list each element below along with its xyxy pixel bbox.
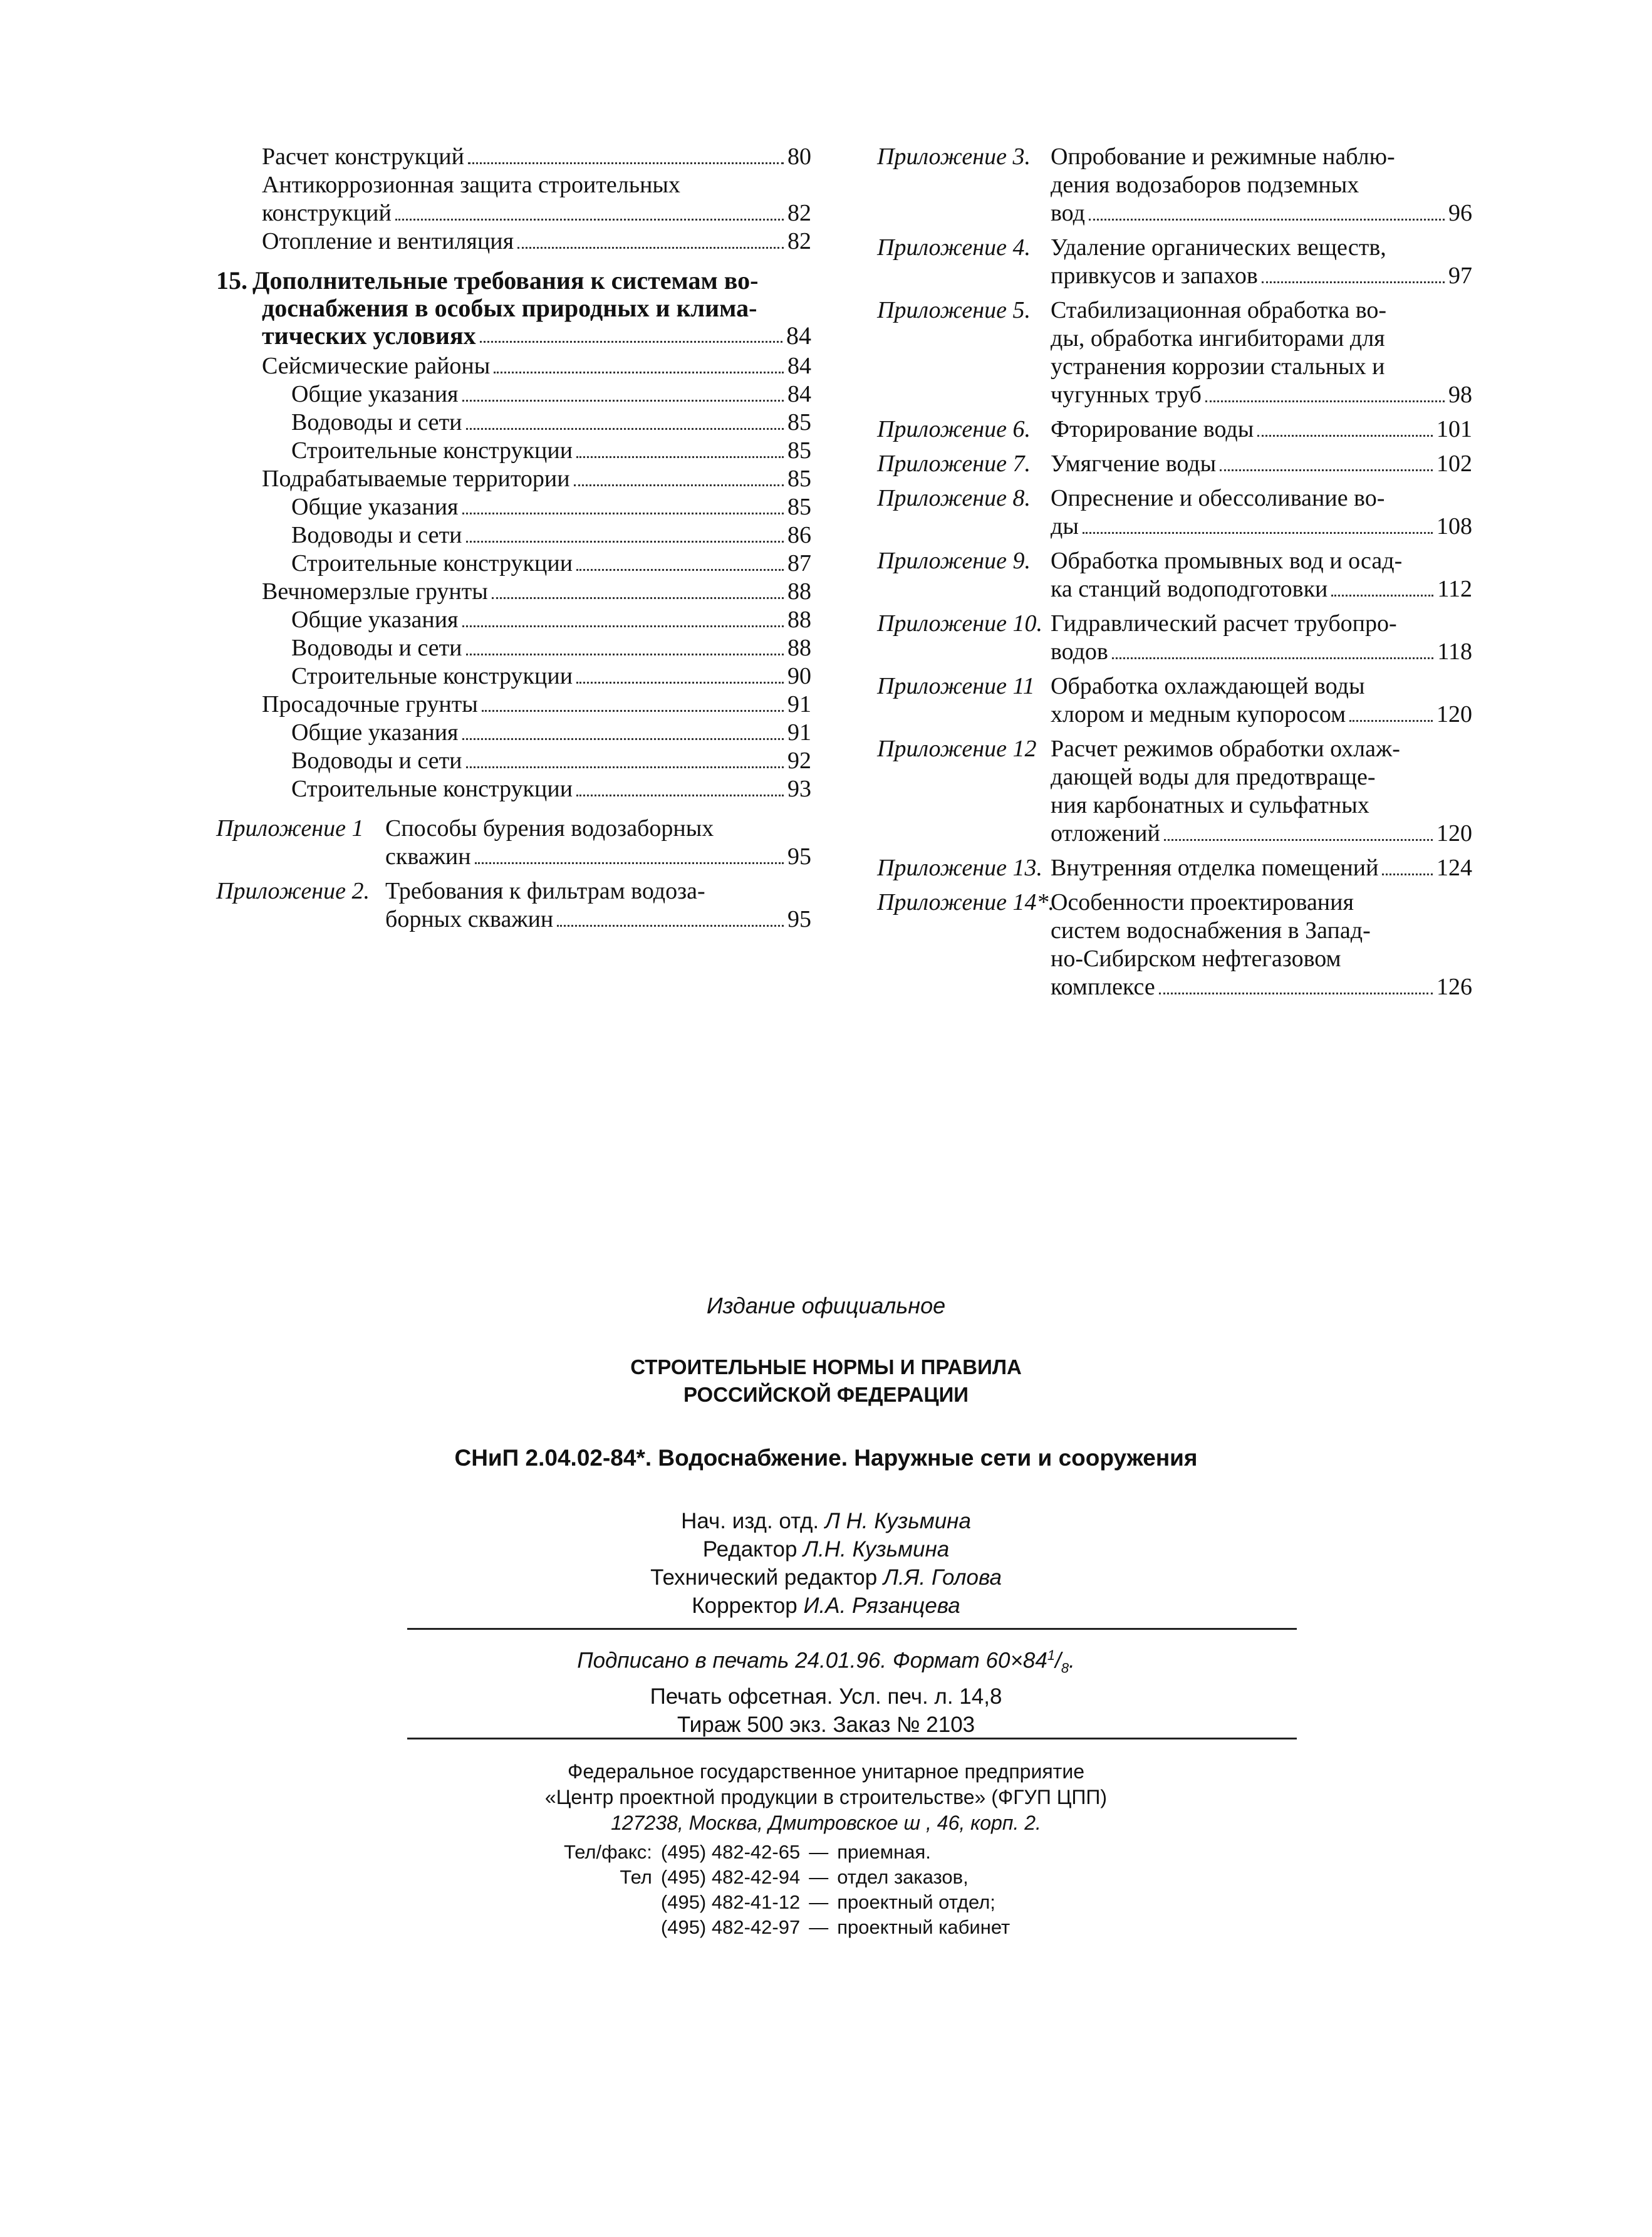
appendix-title-line: Способы бурения водозаборных (385, 815, 714, 842)
appendix-title-line: Обработка охлаждающей воды (1051, 673, 1365, 699)
toc-page-number: 84 (786, 321, 811, 350)
phone-label: Тел/факс: (564, 1841, 652, 1863)
toc-page-number: 92 (787, 748, 811, 774)
toc-page-number: 82 (787, 200, 811, 226)
phone-dash: — (809, 1891, 829, 1913)
toc-appendix-2[interactable] (216, 877, 811, 934)
appendix-label: Приложение 3. (877, 143, 1031, 170)
appendix-label: Приложение 13. (877, 855, 1042, 881)
phone-dash: — (809, 1866, 829, 1888)
section-title-line: Дополнительные требования к системам во- (252, 266, 759, 295)
toc-right-column (877, 143, 1472, 1001)
toc-leader-dots (1262, 281, 1445, 283)
appendix-label: Приложение 14*. (877, 889, 1054, 915)
print-info-line: Печать офсетная. Усл. печ. л. 14,8 (650, 1684, 1002, 1709)
appendix-label: Приложение 8. (877, 485, 1031, 511)
toc-page-number: 95 (787, 906, 811, 932)
section-15-entries (216, 352, 811, 803)
toc-appendix-14[interactable] (877, 889, 1472, 1001)
toc-page-number: 86 (787, 522, 811, 548)
print-info-line: Тираж 500 экз. Заказ № 2103 (677, 1712, 975, 1737)
toc-entry-title: Подрабатываемые территории (262, 466, 570, 492)
publisher-name: «Центр проектной продукции в строительстве» (ФГУП ЦПП) (544, 1786, 1108, 1808)
toc-page-number: 98 (1448, 382, 1472, 408)
toc-entry[interactable] (216, 550, 811, 578)
toc-entry-title: Общие указания (291, 381, 459, 407)
toc-entry-title: Строительные конструкции (291, 550, 573, 576)
toc-appendix-4[interactable] (877, 234, 1472, 290)
toc-appendix-13[interactable] (877, 854, 1472, 882)
toc-leader-dots (395, 219, 784, 221)
toc-leader-dots (480, 341, 782, 343)
appendix-label: Приложение 9. (877, 548, 1031, 574)
credit-role: Корректор (692, 1593, 797, 1618)
appendix-label: Приложение 7. (877, 451, 1031, 477)
appendix-label: Приложение 10. (877, 610, 1042, 637)
appendix-title-line: Опробование и режимные наблю- (1051, 143, 1395, 170)
toc-leader-dots (1159, 993, 1433, 994)
appendix-title-line: ды, обработка ингибиторами для (1051, 325, 1385, 352)
toc-leader-dots (1205, 400, 1445, 402)
toc-page-number: 87 (787, 550, 811, 576)
toc-leader-dots (482, 710, 784, 712)
phone-row (564, 1915, 1019, 1940)
toc-leader-dots (517, 247, 784, 249)
print-info-text-end: . (1069, 1648, 1075, 1673)
appendix-title-line: систем водоснабжения в Запад- (1051, 917, 1371, 944)
toc-entry[interactable] (216, 437, 811, 465)
toc-leader-dots (1164, 839, 1433, 841)
toc-entry-title: Общие указания (291, 607, 459, 633)
divider (407, 1738, 1297, 1739)
publisher-name: Федеральное государственное унитарное предприятие (567, 1760, 1084, 1783)
toc-page-number: 124 (1436, 855, 1472, 881)
toc-appendix-8[interactable] (877, 484, 1472, 541)
toc-page-number: 91 (787, 691, 811, 717)
credit-line (0, 1592, 1652, 1620)
toc-page-number: 88 (787, 635, 811, 661)
phone-row (564, 1865, 1019, 1890)
toc-leader-dots (574, 484, 784, 486)
toc-leader-dots (494, 372, 784, 373)
toc-entry[interactable] (216, 409, 811, 437)
credit-name: Л.Н. Кузьмина (803, 1537, 950, 1562)
credit-line (0, 1563, 1652, 1592)
phone-number[interactable]: (495) 482-42-94 (660, 1866, 801, 1888)
toc-entry-title: Строительные конструкции (291, 437, 573, 464)
toc-entry-title: Отопление и вентиляция (262, 228, 514, 254)
print-info (0, 1641, 1652, 1739)
toc-appendix-5[interactable] (877, 296, 1472, 409)
toc-page-number: 80 (787, 143, 811, 170)
credits-block (0, 1507, 1652, 1620)
appendix-title-line: Требования к фильтрам водоза- (385, 878, 705, 904)
toc-entry[interactable] (216, 634, 811, 662)
phone-desc: приемная. (837, 1841, 931, 1863)
toc-appendix-6[interactable] (877, 415, 1472, 444)
toc-leader-dots (576, 682, 784, 684)
toc-entry[interactable] (216, 380, 811, 409)
toc-entry[interactable] (216, 606, 811, 634)
toc-left-column (216, 143, 811, 934)
toc-appendix-9[interactable] (877, 547, 1472, 603)
phone-dash: — (809, 1916, 829, 1938)
appendix-title-line: вод (1051, 200, 1085, 226)
print-info-line: Подписано в печать 24.01.96. Формат $60\times 84^1/_8$. (577, 1647, 1075, 1676)
appendix-title-line: дающей воды для предотвраще- (1051, 764, 1376, 790)
credit-name: Л.Я. Голова (883, 1565, 1002, 1590)
toc-page-number: 95 (787, 843, 811, 870)
toc-leader-dots (466, 428, 784, 430)
credit-role: Технический редактор (650, 1565, 878, 1590)
toc-leader-dots (475, 862, 784, 864)
toc-leader-dots (557, 925, 784, 927)
appendix-label: Приложение 12 (877, 736, 1037, 762)
appendix-title-line: водов (1051, 639, 1108, 665)
toc-page-number: 85 (787, 437, 811, 464)
phone-desc: проектный отдел; (837, 1891, 995, 1913)
phone-number[interactable]: (495) 482-42-97 (660, 1916, 801, 1938)
toc-leader-dots (576, 795, 784, 796)
toc-page-number: 88 (787, 578, 811, 605)
toc-entry[interactable] (216, 465, 811, 493)
phone-row (564, 1890, 1019, 1915)
appendix-title-line: скважин (385, 843, 471, 870)
appendix-title-line: Особенности проектирования (1051, 889, 1354, 915)
toc-entry-title: Просадочные грунты (262, 691, 478, 717)
appendix-title-line: чугунных труб (1051, 382, 1202, 408)
toc-entry[interactable] (216, 747, 811, 775)
toc-leader-dots (466, 654, 784, 655)
toc-page-number: 108 (1436, 513, 1472, 540)
appendix-title-line: устранения коррозии стальных и (1051, 353, 1385, 380)
toc-leader-dots (462, 513, 784, 514)
toc-entry[interactable] (216, 719, 811, 747)
toc-page-number: 93 (787, 776, 811, 802)
toc-entry[interactable] (216, 578, 811, 606)
credit-role: Редактор (702, 1537, 797, 1562)
appendix-title-line: ка станций водоподготовки (1051, 576, 1328, 602)
toc-entry[interactable] (216, 352, 811, 380)
appendix-title-line: Обработка промывных вод и осад- (1051, 548, 1403, 574)
toc-page-number: 126 (1436, 974, 1472, 1000)
appendix-title-line: но-Сибирском нефтегазовом (1051, 946, 1341, 972)
toc-appendix-12[interactable] (877, 735, 1472, 848)
appendix-label: Приложение 6. (877, 416, 1031, 442)
appendix-title-line: Стабилизационная обработка во- (1051, 297, 1387, 323)
toc-leader-dots (1331, 595, 1433, 597)
toc-appendix-11[interactable] (877, 672, 1472, 729)
toc-leader-dots (462, 738, 784, 740)
credit-role: Нач. изд. отд. (681, 1509, 819, 1533)
appendix-title-line: Опреснение и обессоливание во- (1051, 485, 1385, 511)
toc-page-number: 85 (787, 409, 811, 435)
format-fraction-numerator: 1 (1047, 1647, 1056, 1663)
credit-name: Л Н. Кузьмина (824, 1509, 971, 1533)
appendix-title-line: Гидравлический расчет трубопро- (1051, 610, 1397, 637)
toc-appendix-3[interactable] (877, 143, 1472, 227)
toc-page-number: 120 (1436, 820, 1472, 847)
toc-leader-dots (1220, 469, 1433, 471)
toc-entry-title: Водоводы и сети (291, 522, 462, 548)
appendix-title-line: комплексе (1051, 974, 1155, 1000)
appendix-label: Приложение 11 (877, 673, 1035, 699)
toc-leader-dots (1349, 720, 1433, 722)
appendix-title-line: ния карбонатных и сульфатных (1051, 792, 1369, 818)
toc-entry[interactable] (216, 227, 811, 256)
toc-entry-title: Водоводы и сети (291, 409, 462, 435)
toc-leader-dots (466, 541, 784, 543)
toc-entry[interactable] (216, 493, 811, 521)
toc-entry-title: Общие указания (291, 719, 459, 746)
toc-leader-dots (1089, 219, 1445, 221)
toc-leader-dots (462, 625, 784, 627)
toc-appendix-1[interactable] (216, 815, 811, 871)
toc-entry-title-line: Антикоррозионная защита строительных (262, 172, 680, 198)
toc-entry-title: Сейсмические районы (262, 353, 491, 379)
credit-line (0, 1507, 1652, 1535)
credit-name: И.А. Рязанцева (803, 1593, 960, 1618)
publisher-block (0, 1759, 1652, 1836)
toc-leader-dots (576, 456, 784, 458)
phone-desc: проектный кабинет (837, 1916, 1010, 1938)
toc-entry[interactable] (216, 662, 811, 691)
appendix-title-line: борных скважин (385, 906, 554, 932)
publisher-address: 127238, Москва, Дмитровское ш , 46, корп. 2. (611, 1812, 1041, 1834)
phone-label: Тел (620, 1866, 652, 1888)
print-info-text: Подписано в печать 24.01.96. Формат 60×84 (577, 1648, 1047, 1673)
toc-page-number: 85 (787, 494, 811, 520)
toc-entry-title: Водоводы и сети (291, 748, 462, 774)
format-fraction-denominator: 8 (1061, 1660, 1069, 1676)
phone-desc: отдел заказов, (837, 1866, 969, 1888)
toc-leader-dots (576, 569, 784, 571)
toc-appendix-10[interactable] (877, 610, 1472, 666)
toc-entry-title: Водоводы и сети (291, 635, 462, 661)
appendix-title-line: дения водозаборов подземных (1051, 172, 1359, 198)
phone-number[interactable]: (495) 482-42-65 (660, 1841, 801, 1863)
toc-page-number: 84 (787, 381, 811, 407)
appendix-title-line: отложений (1051, 820, 1160, 847)
appendix-title-line: Расчет режимов обработки охлаж- (1051, 736, 1400, 762)
toc-entry-title: конструкций (262, 200, 392, 226)
appendix-label: Приложение 4. (877, 234, 1031, 261)
appendix-title-line: хлором и медным купоросом (1051, 701, 1346, 727)
toc-page-number: 118 (1437, 639, 1472, 665)
toc-leader-dots (1083, 532, 1433, 534)
divider (407, 1628, 1297, 1630)
appendix-title-line: Фторирование воды (1051, 416, 1254, 442)
appendix-title-line: Удаление органических веществ, (1051, 234, 1386, 261)
toc-leader-dots (1257, 435, 1433, 437)
appendix-label: Приложение 5. (877, 297, 1031, 323)
toc-entry[interactable] (216, 143, 811, 171)
toc-page-number: 88 (787, 607, 811, 633)
toc-appendix-7[interactable] (877, 450, 1472, 478)
toc-leader-dots (1382, 873, 1433, 875)
toc-page-number: 96 (1448, 200, 1472, 226)
toc-page-number: 102 (1436, 451, 1472, 477)
section-number: 15. (216, 266, 247, 295)
toc-page-number: 85 (787, 466, 811, 492)
toc-entry[interactable] (216, 775, 811, 803)
heading-line-1: СТРОИТЕЛЬНЫЕ НОРМЫ И ПРАВИЛА (630, 1355, 1022, 1379)
toc-page-number: 112 (1437, 576, 1472, 602)
toc-page-number: 84 (787, 353, 811, 379)
toc-leader-dots (468, 162, 784, 164)
toc-entry-title: Вечномерзлые грунты (262, 578, 488, 605)
phone-table (564, 1840, 1019, 1940)
appendix-title-line: Умягчение воды (1051, 451, 1217, 477)
appendix-title-line: ды (1051, 513, 1079, 540)
toc-page-number: 120 (1436, 701, 1472, 727)
phone-dash: — (809, 1841, 829, 1863)
toc-leader-dots (466, 766, 784, 768)
toc-page-number: 101 (1436, 416, 1472, 442)
toc-entry-title: Строительные конструкции (291, 776, 573, 802)
edition-note: Издание официальное (706, 1293, 946, 1318)
appendix-label: Приложение 2. (216, 878, 370, 904)
document-title: СНиП 2.04.02-84*. Водоснабжение. Наружные сети и сооружения (454, 1445, 1198, 1471)
toc-entry[interactable] (216, 521, 811, 550)
toc-page-number: 82 (787, 228, 811, 254)
toc-section-15[interactable] (216, 267, 811, 350)
toc-entry-title: Общие указания (291, 494, 459, 520)
appendix-title-line: Внутренняя отделка помещений (1051, 855, 1379, 881)
section-title-line: доснабжения в особых природных и клима- (262, 294, 757, 322)
phone-label (564, 1915, 661, 1940)
toc-entry-title: Расчет конструкций (262, 143, 464, 170)
toc-page-number: 90 (787, 663, 811, 689)
toc-page-number: 97 (1448, 263, 1472, 289)
appendix-title-line: привкусов и запахов (1051, 263, 1258, 289)
toc-leader-dots (462, 400, 784, 402)
toc-leader-dots (492, 597, 784, 599)
toc-entry[interactable] (216, 691, 811, 719)
phone-label (564, 1890, 661, 1915)
appendix-label: Приложение 1 (216, 815, 364, 842)
phone-row (564, 1840, 1019, 1865)
toc-page-number: 91 (787, 719, 811, 746)
toc-leader-dots (1112, 657, 1434, 659)
section-title-line: тических условиях (262, 321, 476, 350)
credit-line (0, 1535, 1652, 1563)
toc-entry-title: Строительные конструкции (291, 663, 573, 689)
heading-line-2: РОССИЙСКОЙ ФЕДЕРАЦИИ (683, 1383, 969, 1406)
phone-number[interactable]: (495) 482-41-12 (660, 1891, 801, 1913)
toc-entry[interactable] (216, 171, 811, 227)
